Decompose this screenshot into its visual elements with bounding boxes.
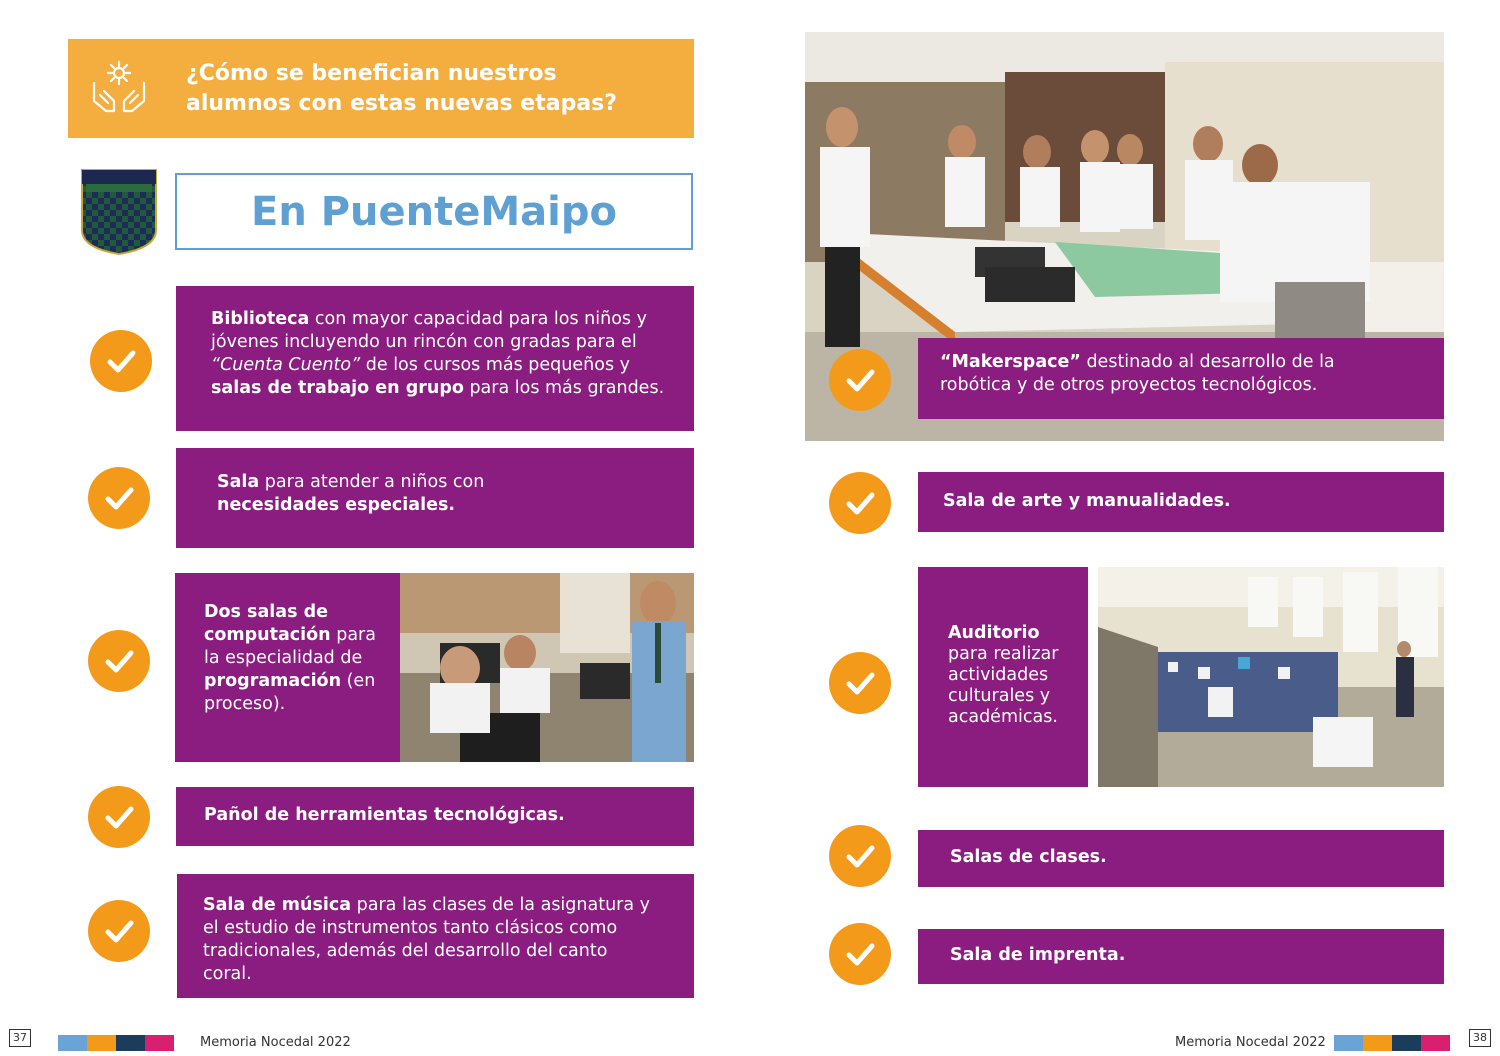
publication-title-left: Memoria Nocedal 2022 (200, 1035, 351, 1050)
color-bar-left (58, 1035, 174, 1051)
check-icon (88, 630, 150, 692)
page-number-left: 37 (9, 1029, 31, 1047)
feature-card-classrooms: Salas de clases. (918, 830, 1444, 887)
feature-card-auditorium: Auditorio para realizar actividades culturales y académicas. (918, 567, 1088, 787)
feature-card-library: Biblioteca con mayor capacidad para los niños y jóvenes incluyendo un rincón con gradas para el “Cuenta Cuento” de los cursos más pequeños y salas de trabajo en grupo para los más grandes. (176, 286, 694, 431)
feature-card-special-needs: Sala para atender a niños con necesidades especiales. (176, 448, 694, 548)
color-swatch (87, 1035, 116, 1051)
color-swatch (1392, 1035, 1421, 1051)
feature-card-computer-labs: Dos salas de computación para la especialidad de programación (en proceso). (175, 573, 400, 762)
color-swatch (145, 1035, 174, 1051)
color-swatch (116, 1035, 145, 1051)
check-icon (88, 467, 150, 529)
feature-card-art-room: Sala de arte y manualidades. (918, 472, 1444, 532)
check-icon (829, 472, 891, 534)
check-icon (88, 900, 150, 962)
feature-card-makerspace: “Makerspace” destinado al desarrollo de la robótica y de otros proyectos tecnológicos. (918, 338, 1444, 419)
page-number-right: 38 (1469, 1029, 1491, 1047)
color-swatch (1421, 1035, 1450, 1051)
check-icon (829, 349, 891, 411)
feature-card-tools: Pañol de herramientas tecnológicas. (176, 787, 694, 846)
auditorium-photo (1098, 567, 1444, 787)
hands-flower-icon (90, 57, 148, 115)
computer-lab-photo (400, 573, 694, 762)
school-crest-logo (80, 168, 158, 256)
publication-title-right: Memoria Nocedal 2022 (1175, 1035, 1326, 1050)
title-line-1: ¿Cómo se benefician nuestros (186, 61, 557, 86)
school-name-box (175, 173, 693, 250)
feature-card-music: Sala de música para las clases de la asignatura y el estudio de instrumentos tanto clásicos como tradicionales, además del desarrollo del canto coral. (177, 874, 694, 998)
color-bar-right (1334, 1035, 1450, 1051)
section-header (68, 39, 694, 138)
section-title (186, 59, 686, 119)
check-icon (90, 330, 152, 392)
check-icon (88, 786, 150, 848)
check-icon (829, 923, 891, 985)
feature-card-print-room: Sala de imprenta. (918, 929, 1444, 984)
color-swatch (1334, 1035, 1363, 1051)
title-line-2: alumnos con estas nuevas etapas? (186, 91, 618, 116)
color-swatch (58, 1035, 87, 1051)
color-swatch (1363, 1035, 1392, 1051)
check-icon (829, 825, 891, 887)
school-name: En PuenteMaipo (251, 188, 617, 235)
check-icon (829, 652, 891, 714)
